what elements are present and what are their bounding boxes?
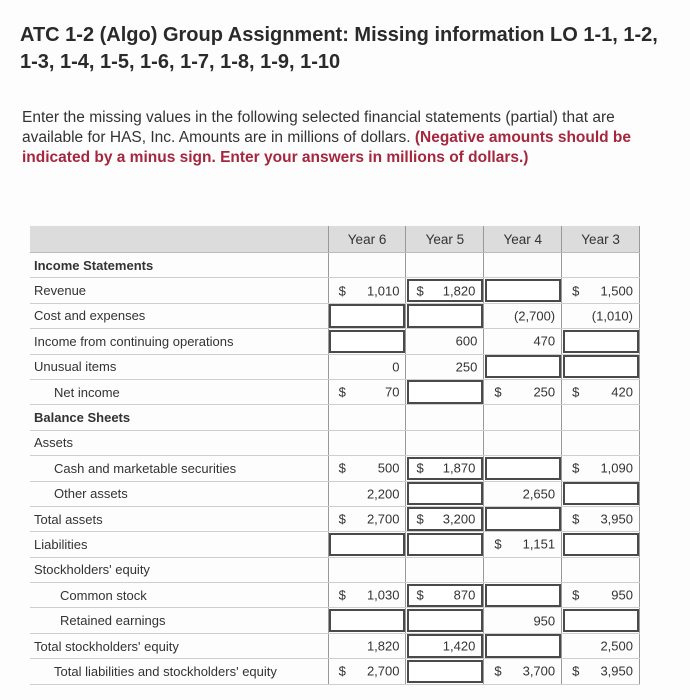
value-cell (328, 278, 406, 303)
cell-value: 600 (455, 333, 478, 349)
value-cell (328, 253, 406, 278)
answer-input-cell[interactable] (406, 506, 484, 531)
row-label: Revenue (30, 278, 328, 303)
cell-value: 950 (611, 587, 633, 603)
value-cell (484, 405, 562, 430)
dollar-sign: $ (494, 663, 502, 679)
answer-input-cell[interactable] (406, 659, 484, 684)
table-row (30, 659, 640, 684)
dollar-sign: $ (572, 384, 580, 400)
answer-input-cell[interactable] (484, 506, 562, 531)
column-header-label (30, 226, 328, 253)
value-cell (562, 253, 640, 278)
table-row (30, 481, 640, 506)
cell-value: 3,950 (600, 511, 633, 527)
dollar-sign: $ (338, 587, 346, 603)
column-header-year: Year 4 (484, 226, 562, 253)
value-cell (328, 354, 406, 379)
cell-value: 500 (377, 460, 400, 476)
answer-input-cell[interactable] (328, 608, 406, 633)
table-header-row (30, 226, 640, 253)
cell-value: 0 (392, 359, 400, 375)
table-row (30, 405, 640, 430)
value-cell (328, 430, 406, 455)
row-label: Total assets (30, 506, 328, 531)
cell-value: 250 (455, 359, 478, 375)
value-cell (328, 379, 406, 404)
table-row (30, 329, 640, 354)
value-cell (406, 354, 484, 379)
row-label: Stockholders' equity (30, 557, 328, 582)
dollar-sign: $ (416, 511, 424, 527)
cell-value: 2,700 (366, 511, 400, 527)
row-label: Unusual items (30, 354, 328, 379)
value-cell (328, 633, 406, 658)
cell-value: (2,700) (513, 308, 556, 324)
answer-input-cell[interactable] (328, 303, 406, 328)
cell-value: 1,820 (442, 283, 476, 299)
table-row (30, 633, 640, 658)
dollar-sign: $ (416, 460, 424, 476)
row-label: Balance Sheets (30, 405, 328, 430)
value-cell (328, 506, 406, 531)
answer-input-cell[interactable] (406, 278, 484, 303)
row-label: Income from continuing operations (30, 329, 328, 354)
value-cell (562, 633, 640, 658)
value-cell (406, 253, 484, 278)
instructions (22, 108, 662, 168)
answer-input-cell[interactable] (328, 532, 406, 557)
cell-value: 1,151 (522, 536, 556, 552)
value-cell (328, 481, 406, 506)
cell-value: 2,700 (366, 663, 400, 679)
cell-value: 2,500 (600, 638, 633, 654)
answer-input-cell[interactable] (406, 583, 484, 608)
value-cell (562, 405, 640, 430)
value-cell (328, 583, 406, 608)
value-cell (484, 253, 562, 278)
value-cell (406, 430, 484, 455)
answer-input-cell[interactable] (562, 481, 640, 506)
row-label: Cash and marketable securities (30, 456, 328, 481)
value-cell (406, 557, 484, 582)
row-label: Assets (30, 430, 328, 455)
answer-input-cell[interactable] (562, 329, 640, 354)
instructions-text: Enter the missing values in the following selected financial statements (partial) that are available for HAS, Inc. Amounts are in millions of dollars. (22, 109, 615, 146)
answer-input-cell[interactable] (406, 456, 484, 481)
value-cell (562, 456, 640, 481)
value-cell (484, 532, 562, 557)
cell-value: 1,820 (366, 638, 400, 654)
dollar-sign: $ (494, 384, 502, 400)
value-cell (484, 379, 562, 404)
value-cell (484, 608, 562, 633)
value-cell (484, 303, 562, 328)
answer-input-cell[interactable] (406, 379, 484, 404)
cell-value: 870 (453, 587, 476, 603)
answer-input-cell[interactable] (328, 329, 406, 354)
row-label: Total liabilities and stockholders' equity (30, 659, 328, 684)
row-label: Common stock (30, 583, 328, 608)
answer-input-cell[interactable] (484, 354, 562, 379)
dollar-sign: $ (494, 536, 502, 552)
cell-value: 1,010 (366, 283, 400, 299)
row-label: Income Statements (30, 253, 328, 278)
cell-value: 2,650 (522, 486, 556, 502)
cell-value: 3,200 (442, 511, 476, 527)
row-label: Other assets (30, 481, 328, 506)
value-cell (484, 329, 562, 354)
answer-input-cell[interactable] (484, 633, 562, 658)
cell-value: 1,090 (600, 460, 633, 476)
dollar-sign: $ (416, 587, 424, 603)
table-row (30, 303, 640, 328)
value-cell (328, 405, 406, 430)
answer-input-cell[interactable] (406, 608, 484, 633)
table-row (30, 608, 640, 633)
cell-value: 2,200 (366, 486, 400, 502)
answer-input-cell[interactable] (484, 278, 562, 303)
cell-value: 3,700 (522, 663, 556, 679)
value-cell (562, 659, 640, 684)
answer-input-cell[interactable] (562, 354, 640, 379)
cell-value: 1,500 (600, 283, 633, 299)
value-cell (484, 557, 562, 582)
column-header-year: Year 3 (562, 226, 640, 253)
value-cell (406, 405, 484, 430)
cell-value: 420 (611, 384, 633, 400)
answer-input-cell[interactable] (484, 456, 562, 481)
answer-input-cell[interactable] (406, 633, 484, 658)
value-cell (406, 329, 484, 354)
answer-input-cell[interactable] (406, 481, 484, 506)
value-cell (562, 557, 640, 582)
value-cell (562, 278, 640, 303)
row-label: Retained earnings (30, 608, 328, 633)
cell-value: (1,010) (591, 308, 633, 324)
cell-value: 70 (385, 384, 400, 400)
value-cell (484, 430, 562, 455)
table-row (30, 253, 640, 278)
answer-input-cell[interactable] (406, 303, 484, 328)
page-title: ATC 1-2 (Algo) Group Assignment: Missing information LO 1-1, 1-2, 1-3, 1-4, 1-5, 1-6, 1-7, 1-8, 1-9, 1-10 (20, 24, 658, 73)
row-label: Net income (30, 379, 328, 404)
table-row (30, 354, 640, 379)
row-label: Liabilities (30, 532, 328, 557)
value-cell (562, 430, 640, 455)
answer-input-cell[interactable] (484, 583, 562, 608)
dollar-sign: $ (338, 511, 346, 527)
instructions-emphasis: (Negative amounts should be indicated by a minus sign. Enter your answers in millions of dollars.) (22, 129, 632, 166)
dollar-sign: $ (572, 663, 580, 679)
row-label: Cost and expenses (30, 303, 328, 328)
column-header-year: Year 6 (328, 226, 406, 253)
value-cell (562, 506, 640, 531)
table-row (30, 532, 640, 557)
value-cell (328, 659, 406, 684)
cell-value: 250 (533, 384, 556, 400)
cell-value: 1,420 (442, 638, 476, 654)
table-row (30, 430, 640, 455)
value-cell (562, 303, 640, 328)
answer-input-cell[interactable] (406, 532, 484, 557)
value-cell (328, 456, 406, 481)
cell-value: 1,870 (442, 460, 476, 476)
answer-input-cell[interactable] (562, 608, 640, 633)
value-cell (328, 557, 406, 582)
row-label: Total stockholders' equity (30, 633, 328, 658)
value-cell (562, 583, 640, 608)
dollar-sign: $ (572, 587, 580, 603)
cell-value: 1,030 (366, 587, 400, 603)
dollar-sign: $ (338, 460, 346, 476)
dollar-sign: $ (338, 663, 346, 679)
value-cell (484, 659, 562, 684)
cell-value: 3,950 (600, 663, 633, 679)
cell-value: 470 (533, 333, 556, 349)
dollar-sign: $ (338, 384, 346, 400)
table-row (30, 278, 640, 303)
value-cell (562, 379, 640, 404)
answer-input-cell[interactable] (562, 532, 640, 557)
table-row (30, 583, 640, 608)
value-cell (484, 481, 562, 506)
table-row (30, 557, 640, 582)
table-row (30, 456, 640, 481)
dollar-sign: $ (572, 511, 580, 527)
dollar-sign: $ (338, 283, 346, 299)
column-header-year: Year 5 (406, 226, 484, 253)
table-row (30, 506, 640, 531)
dollar-sign: $ (572, 460, 580, 476)
table-row (30, 379, 640, 404)
dollar-sign: $ (572, 283, 580, 299)
financial-statements-table (30, 226, 640, 685)
cell-value: 950 (533, 613, 556, 629)
dollar-sign: $ (416, 283, 424, 299)
